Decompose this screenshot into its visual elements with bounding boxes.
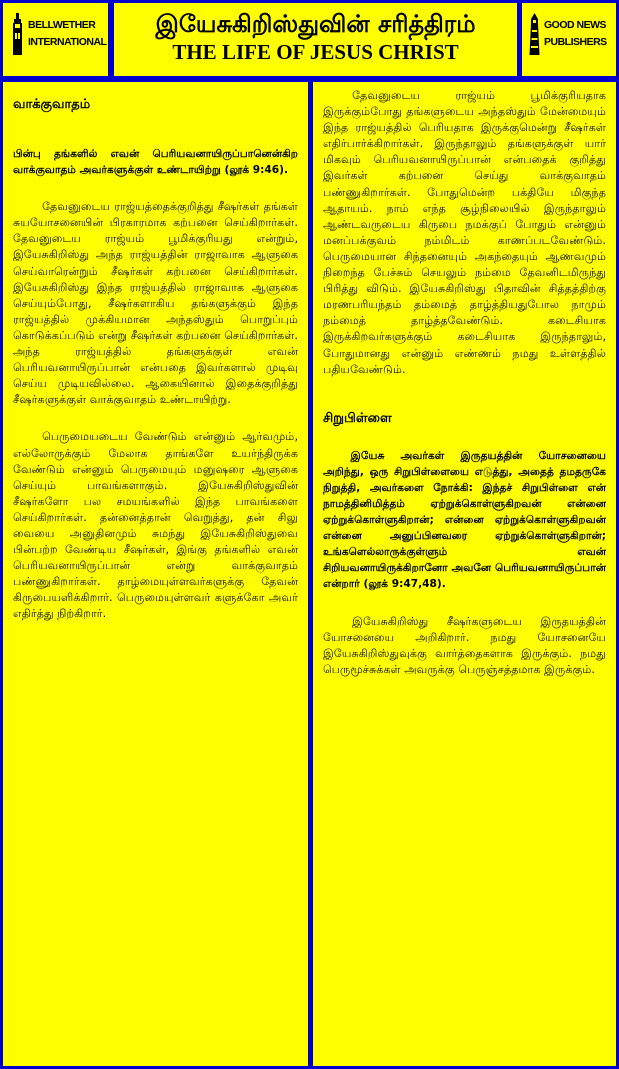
body-paragraph: தேவனுடைய ராஜ்யம் பூமிக்குரியதாக இருக்கும்போது தங்களுடைய அந்தஸ்தும் மேன்மையும் இந்த ராஜ்யத்தில் பெரியதாக இருக்குமென்று சீஷர்கள் எதிர்பார்க்கிறார்கள். இருந்தாலும் தங்களுக்குள் யார் மிகவும் பெரியவனாயிருப்பான் என்பதைக் குறித்து இவர்கள் கற்பனை செய்து வாக்குவாதம் பண்ணுகிறார்கள். போதுமென்ற பக்தியே மிகுந்த ஆதாயம். நாம் எந்த சூழ்நிலையில் இருந்தாலும் ஆண்டவருடைய கிருபை நமக்குப் போதும் என்னும் மனப்பக்குவம் நம்மிடம் காணப்படவேண்டும். பெருமையான சிந்தனையும் அகந்தையும் ஆணவமும் நிறைந்த பேச்சும் செயலும் நம்மை தேவனிடமிருந்து பிரித்து விடும். இயேசுகிறிஸ்து பிதாவின் சித்தத்திற்கு மரணபரியந்தம் தம்மைத் தாழ்த்தியதுபோல நாமும் நம்மைத் தாழ்த்தவேண்டும். கடைசியாக இருக்கிறவர்களுக்கும் கடைசியாக இருந்தாலும், போதுமானது என்னும் எண்ணம் நமது உள்ளத்தில் பதியவேண்டும். xyxy=(323,89,606,376)
scripture-verse: இயேசு அவர்கள் இருதயத்தின் யோசனையை அறிந்து, ஒரு சிறுபிள்ளையை எடுத்து, அதைத் தமதருகே நிறுத்தி, அவர்களை நோக்கி: இந்தச் சிறுபிள்ளை என் நாமத்தினிமித்தம் ஏற்றுக்கொள்ளுகிறவன் என்னை ஏற்றுக்கொள்ளுகிறான்; என்னை ஏற்றுக்கொள்ளுகிறவன் என்னை அனுப்பினவரை ஏற்றுக்கொள்ளுகிறான்; உங்களெல்லாருக்குள்ளும் எவன் சிறியவனாயிருக்கிறானோ அவனே பெரியவனாயிருப்பான் என்றார் (லூக் 9:47,48). xyxy=(323,449,606,591)
section-title-little-child: சிறுபிள்ளை xyxy=(323,410,392,426)
good-news-logo-panel xyxy=(522,3,616,76)
good-news-logo xyxy=(528,13,607,55)
bellwether-logo-panel xyxy=(3,3,108,76)
scripture-verse: பின்பு தங்களில் எவன் பெரியவனாயிருப்பானென்கிற வாக்குவாதம் அவர்களுக்குள் உண்டாயிற்று (லூக் 9:46). xyxy=(13,148,298,177)
section-title-argument: வாக்குவாதம் xyxy=(13,97,91,112)
bell-tower-icon xyxy=(11,13,24,55)
lighthouse-icon xyxy=(528,13,541,55)
logo-line-1: GOOD NEWS xyxy=(544,19,607,31)
bellwether-logo xyxy=(11,13,106,55)
page-title-english: THE LIFE OF JESUS CHRIST xyxy=(172,40,459,64)
logo-line-1: BELLWETHER xyxy=(28,19,96,31)
body-paragraph: பெருமையடைய வேண்டும் என்னும் ஆர்வமும், எல்லோருக்கும் மேலாக தாங்களே உயர்ந்திருக்க வேண்டும் என்னும் பெருமையும் மனுஷரை ஆளுகை செய்யும் பாவங்களாகும். இயேசுகிறிஸ்துவின் சீஷர்களோ பல சமயங்களில் இந்த பாவங்களை செய்கிறார்கள். தன்னைத்தான் வெறுத்து, தன் சிலு வையை அனுதினமும் சுமந்து இயேசுகிறிஸ்துவை பின்பற்ற வேண்டிய சீஷர்கள், இங்கு தங்களில் எவன் பெரியவனாயிருப்பான் என்று வாக்குவாதம் பண்ணுகிறார்கள். தாழ்மையுள்ளவர்களுக்கு தேவன் கிருபையளிக்கிறார். பெருமையுள்ளவர் களுக்கோ அவர் எதிர்த்து நிற்கிறார். xyxy=(13,430,298,621)
right-column xyxy=(313,82,616,1066)
left-column xyxy=(3,82,308,1066)
page-title-tamil: இயேசுகிறிஸ்துவின் சரித்திரம் xyxy=(155,10,476,38)
body-paragraph: தேவனுடைய ராஜ்யத்தைக்குறித்து சீஷர்கள் தங்கள் சுயயோசனையின் பிரகாரமாக கற்பனை செய்கிறார்கள். தேவனுடைய ராஜ்யம் பூமிக்குரியது என்றும், இயேசுகிறிஸ்து அந்த ராஜ்யத்தின் ராஜாவாக ஆளுகை செய்வாரென்றும் சீஷர்கள் கற்பனை செய்கிறார்கள். இயேசுகிறிஸ்து இந்த ராஜ்யத்தில் ராஜாவாக ஆளுகை செய்யும்போது, சீஷர்களாகிய தங்களுக்கும் இந்த ராஜ்யத்தில் முக்கியமான அந்தஸ்தும் பொறுப்பும் கொடுக்கப்படும் என்று சீஷர்கள் கற்பனை செய்கிறார்கள். அந்த ராஜ்யத்தில் தங்களுக்குள் எவன் பெரியவனாயிருப்பான் என்பதை இவர்களால் முடிவு செய்ய முடியவில்லை. ஆகையினால் இதைக்குறித்து சீஷர்களுக்குள் வாக்குவாதம் உண்டாயிற்று. xyxy=(13,200,298,407)
logo-line-2: PUBLISHERS xyxy=(544,36,607,48)
title-panel xyxy=(114,3,517,76)
body-paragraph: இயேசுகிறிஸ்து சீஷர்களுடைய இருதயத்தின் யோசனையை அறிகிறார். நமது யோசனையே இயேசுகிறிஸ்துவுக்கு வார்த்தைகளாக இருக்கும். நமது பெருமூச்சுக்கள் அவருக்கு பெருஞ்சத்தமாக இருக்கும். xyxy=(323,614,606,676)
logo-line-2: INTERNATIONAL xyxy=(28,36,107,48)
